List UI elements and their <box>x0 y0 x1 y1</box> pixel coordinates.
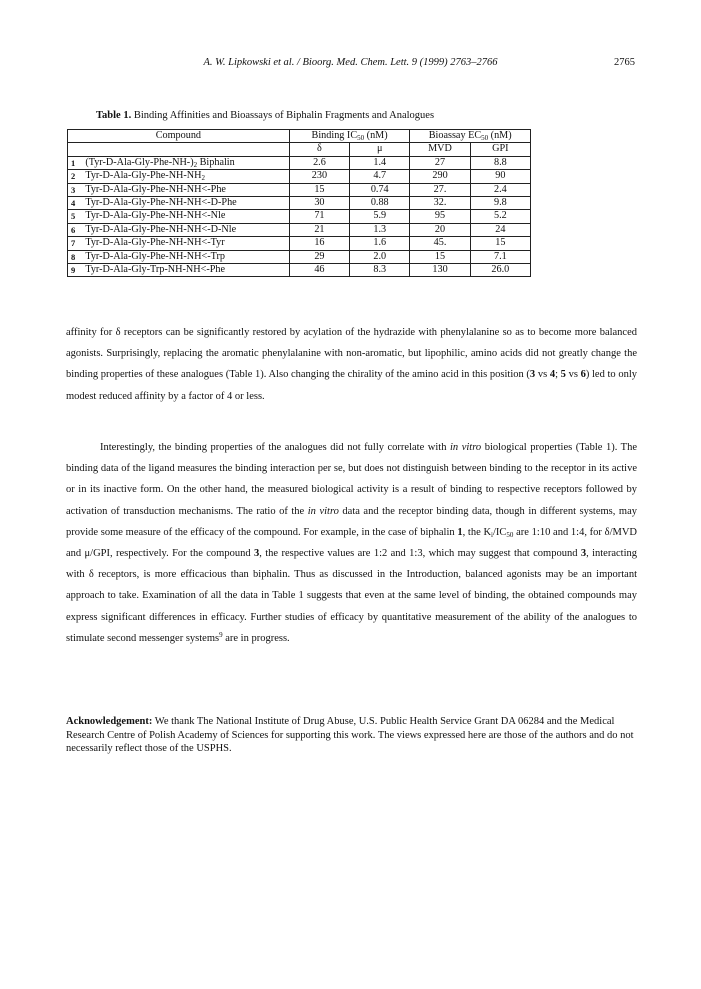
mvd-cell: 130 <box>410 264 470 277</box>
page-header <box>0 57 701 73</box>
col-compound-header: Compound <box>68 130 290 143</box>
table-caption <box>96 110 434 121</box>
delta-cell: 29 <box>289 250 349 263</box>
mu-cell: 4.7 <box>350 170 410 183</box>
compound-cell: Tyr-D-Ala-Gly-Phe-NH-NH<-Phe <box>82 183 289 196</box>
gpi-cell: 9.8 <box>470 197 530 210</box>
table-subheader-row <box>68 143 531 156</box>
row-number: 1 <box>68 156 83 169</box>
mu-cell: 0.74 <box>350 183 410 196</box>
gpi-cell: 8.8 <box>470 156 530 169</box>
delta-cell: 2.6 <box>289 156 349 169</box>
mvd-cell: 32. <box>410 197 470 210</box>
sub-gpi: GPI <box>470 143 530 156</box>
mu-cell: 5.9 <box>350 210 410 223</box>
compound-cell: Tyr-D-Ala-Gly-Phe-NH-NH<-D-Phe <box>82 197 289 210</box>
mvd-cell: 15 <box>410 250 470 263</box>
delta-cell: 21 <box>289 223 349 236</box>
gpi-cell: 2.4 <box>470 183 530 196</box>
compound-cell: $(Tyr-D-Ala-Gly-Phe-NH-)_2$ Biphalin <box>82 156 289 169</box>
mu-cell: 8.3 <box>350 264 410 277</box>
row-number: 6 <box>68 223 83 236</box>
gpi-cell: 5.2 <box>470 210 530 223</box>
compound-cell: Tyr-D-Ala-Gly-Phe-NH-NH<-D-Nle <box>82 223 289 236</box>
mvd-cell: 27 <box>410 156 470 169</box>
binding-table <box>67 129 531 277</box>
row-number: 9 <box>68 264 83 277</box>
gpi-cell: 26.0 <box>470 264 530 277</box>
table-row <box>68 197 531 210</box>
table-row <box>68 210 531 223</box>
compound-cell: Tyr-$D-Ala-Gly-Phe-NH-NH_2$ <box>82 170 289 183</box>
col-bioassay-header: Bioassay $EC_{50}$ (nM) <box>410 130 531 143</box>
mvd-cell: 20 <box>410 223 470 236</box>
mvd-cell: 27. <box>410 183 470 196</box>
sub-mvd: MVD <box>410 143 470 156</box>
page-number: 2765 <box>614 57 635 68</box>
table-row <box>68 264 531 277</box>
paragraph-2: Interestingly, the binding properties of the analogues did not fully correlate with in vitro biological properties (Table 1). The binding data of the ligand measures the binding interaction per se, but does not distinguish between binding to the receptor in its active or in its inactive form. On the other hand, the measured biological activity is a result of binding to respective receptors followed by activation of transduction mechanisms. The ratio of the in vitro data and the receptor binding data, though in different systems, may provide some measure of the efficacy of the compound. For example, in the case of biphalin 1, the $K_i/IC_{50}$ are 1:10 and 1:4, for δ/MVD and μ/GPI, respectively. For the compound 3, the respective values are 1:2 and 1:3, which may suggest that compound 3, interacting with δ receptors, is more efficacious than biphalin. Thus as discussed in the Introduction, balanced agonists may be an important approach to take. Examination of all the data in Table 1 suggests that even at the same level of binding, the obtained compounds may express significant differences in efficacy. Further studies of efficacy by quantitative measurement of the ability of the analogues to stimulate second messenger systems$^9$ are in progress. <box>66 442 637 644</box>
gpi-cell: 24 <box>470 223 530 236</box>
sub-delta: δ <box>289 143 349 156</box>
mvd-cell: 290 <box>410 170 470 183</box>
delta-cell: 15 <box>289 183 349 196</box>
compound-cell: Tyr-D-Ala-Gly-Phe-NH-NH<-Tyr <box>82 237 289 250</box>
delta-cell: 46 <box>289 264 349 277</box>
acknowledgement-text: We thank The National Institute of Drug Abuse, U.S. Public Health Service Grant DA 06284 and the Medical Research Centre of Polish Academy of Sciences for supporting this work. The views expressed here are those of the authors and do not necessarily reflect those of the USPHS. <box>66 716 634 754</box>
acknowledgement-label: Acknowledgement: <box>66 716 153 727</box>
compound-cell: Tyr-D-Ala-Gly-Phe-NH-NH<-Trp <box>82 250 289 263</box>
subheader-blank <box>68 143 290 156</box>
row-number: 2 <box>68 170 83 183</box>
compound-cell: Tyr-D-Ala-Gly-Trp-NH-NH<-Phe <box>82 264 289 277</box>
running-head: A. W. Lipkowski et al. / Bioorg. Med. Chem. Lett. 9 (1999) 2763–2766 <box>203 57 498 68</box>
sub-mu: μ <box>350 143 410 156</box>
row-number: 4 <box>68 197 83 210</box>
mvd-cell: 95 <box>410 210 470 223</box>
gpi-cell: 90 <box>470 170 530 183</box>
mu-cell: 1.6 <box>350 237 410 250</box>
table-row <box>68 170 531 183</box>
mvd-cell: 45. <box>410 237 470 250</box>
gpi-cell: 7.1 <box>470 250 530 263</box>
table-caption-text: Binding Affinities and Bioassays of Biphalin Fragments and Analogues <box>133 110 435 121</box>
table-row <box>68 183 531 196</box>
delta-cell: 30 <box>289 197 349 210</box>
delta-cell: 71 <box>289 210 349 223</box>
gpi-cell: 15 <box>470 237 530 250</box>
table-row <box>68 250 531 263</box>
delta-cell: 16 <box>289 237 349 250</box>
mu-cell: 1.3 <box>350 223 410 236</box>
paragraph-1: affinity for δ receptors can be significantly restored by acylation of the hydrazide with phenylalanine so as to become more balanced agonists. Surprisingly, replacing the aromatic phenylalanine with non-aromatic, but lipophilic, amino acids did not greatly change the binding properties of these analogues (Table 1). Also changing the chirality of the amino acid in this position (3 vs 4; 5 vs 6) led to only modest reduced affinity by a factor of 4 or less. <box>66 327 637 402</box>
row-number: 8 <box>68 250 83 263</box>
table-row <box>68 223 531 236</box>
mu-cell: 2.0 <box>350 250 410 263</box>
delta-cell: 230 <box>289 170 349 183</box>
acknowledgement <box>66 715 637 756</box>
row-number: 3 <box>68 183 83 196</box>
row-number: 5 <box>68 210 83 223</box>
table-caption-label: Table 1. <box>96 110 132 121</box>
table-row <box>68 237 531 250</box>
mu-cell: 0.88 <box>350 197 410 210</box>
col-binding-header: Binding $IC_{50}$ (nM) <box>289 130 410 143</box>
table-row <box>68 156 531 169</box>
table-header-row <box>68 130 531 143</box>
mu-cell: 1.4 <box>350 156 410 169</box>
compound-cell: Tyr-D-Ala-Gly-Phe-NH-NH<-Nle <box>82 210 289 223</box>
row-number: 7 <box>68 237 83 250</box>
